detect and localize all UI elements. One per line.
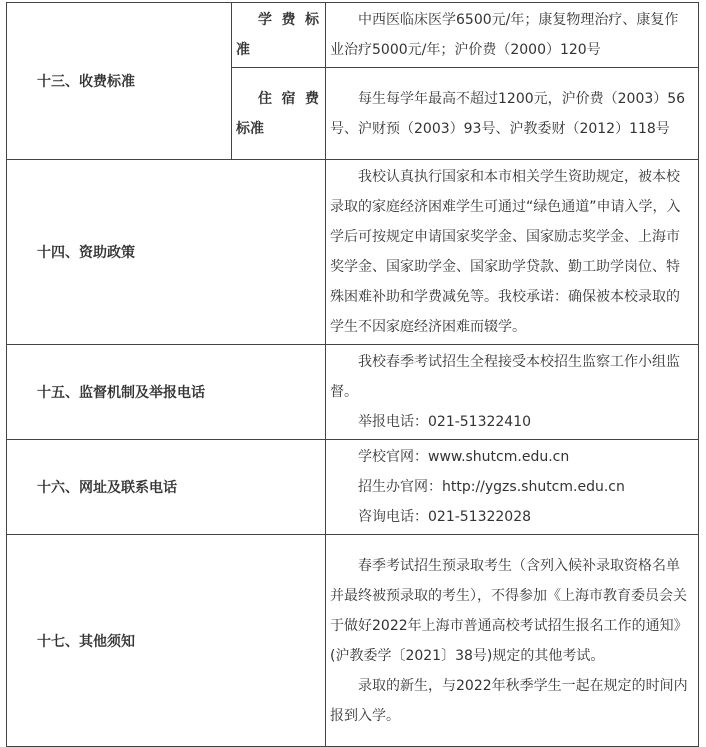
supervision-row [7, 345, 699, 440]
aid-row [7, 160, 699, 345]
dorm-content [326, 68, 699, 160]
contact-phone: 咨询电话：021-51322028 [358, 509, 532, 525]
aid-content [326, 160, 699, 345]
contact-section-title: 十六、网址及联系电话 [7, 440, 326, 535]
notice-row [7, 535, 699, 747]
supervision-hotline: 举报电话：021-51322410 [358, 414, 532, 430]
dorm-label [232, 68, 326, 160]
dorm-text: 每生每学年最高不超过1200元，沪价费（2003）56号、沪财预（2003）93号、沪教委财（2012）118号 [330, 90, 686, 137]
aid-text: 我校认真执行国家和本市相关学生资助规定，被本校录取的家庭经济困难学生可通过“绿色通道”申请入学，入学后可按规定申请国家奖学金、国家励志奖学金、上海市奖学金、国家助学金、国家助学贷款、勤工助学岗位、特殊困难补助和学费减免等。我校承诺：确保被本校录取的学生不因家庭经济困难而辍学。 [330, 169, 681, 335]
dorm-label-line2: 标准 [236, 120, 264, 137]
tuition-label-line2: 准 [236, 42, 250, 58]
tuition-label-line1: 学费标 [258, 12, 319, 28]
contact-admission-site: 招生办官网：http://ygzs.shutcm.edu.cn [358, 479, 625, 495]
notice-content [326, 535, 699, 747]
supervision-text: 我校春季考试招生全程接受本校招生监察工作小组监督。 [330, 354, 680, 400]
notice-text-2: 录取的新生，与2022年秋季学生一起在规定的时间内报到入学。 [330, 677, 688, 724]
supervision-content [326, 345, 699, 440]
fees-tuition-row [7, 3, 699, 68]
tuition-text: 中西医临床医学6500元/年；康复物理治疗、康复作业治疗5000元/年；沪价费（2000）120号 [330, 12, 679, 58]
contact-website: 学校官网：www.shutcm.edu.cn [358, 449, 570, 465]
aid-section-title: 十四、资助政策 [7, 160, 326, 345]
admissions-info-table [6, 2, 699, 747]
tuition-label [232, 3, 326, 68]
tuition-content [326, 3, 699, 68]
fees-section-title: 十三、收费标准 [7, 3, 232, 160]
notice-text-1: 春季考试招生预录取考生（含列入候补录取资格名单并最终被预录取的考生），不得参加《上海市教育委员会关于做好2022年上海市普通高校考试招生报名工作的通知》(沪教委学〔2021〕38号)规定的其他考试。 [330, 557, 688, 664]
supervision-section-title: 十五、监督机制及举报电话 [7, 345, 326, 440]
contact-row [7, 440, 699, 535]
contact-content [326, 440, 699, 535]
dorm-label-line1: 住宿费 [258, 90, 319, 107]
notice-section-title: 十七、其他须知 [7, 535, 326, 747]
